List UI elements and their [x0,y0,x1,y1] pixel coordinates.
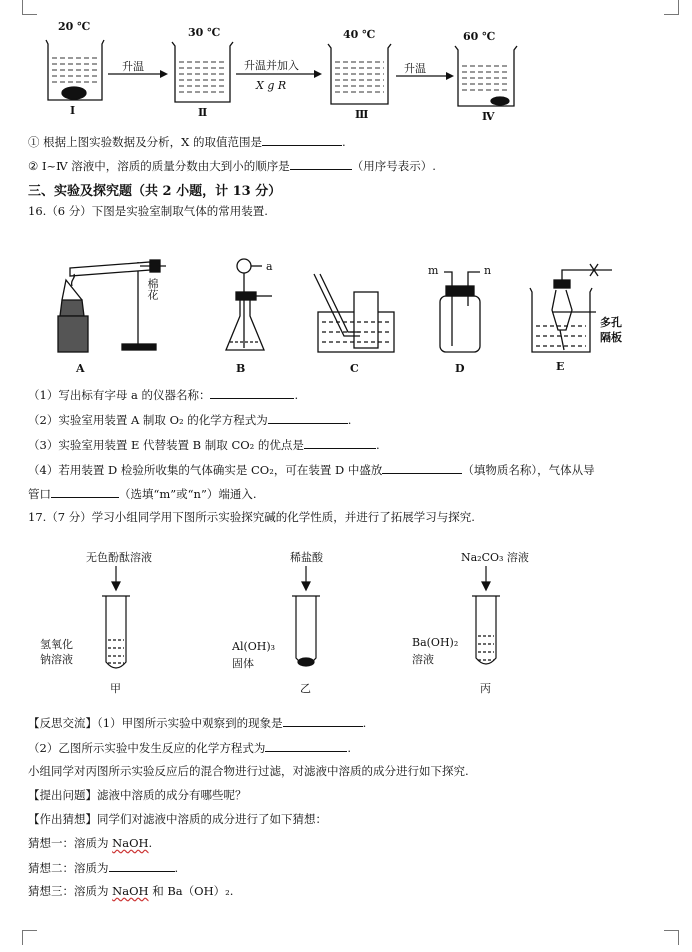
guess-3-end: 和 Ba（OH）₂. [148,884,234,898]
q16-stem: 16.（6 分）下图是实验室制取气体的常用装置. [28,204,268,218]
q17-question: 【提出问题】滤液中溶质的成分有哪些呢？ [28,788,247,802]
q17-guess-1 [28,836,152,851]
apparatus-drawing [0,240,692,400]
apparatus-label-a: A [76,362,85,375]
beaker-label-4: Ⅳ [482,110,495,123]
guess-2-end: . [174,861,179,875]
arrow-1-label: 升温 [122,60,144,73]
arrow-2-label-bottom: X g R [256,79,287,92]
answer-blank[interactable] [382,462,462,474]
q15-item-1 [28,134,346,150]
q16-q1-text: （1）写出标有字母 a 的仪器名称： [28,388,211,402]
apparatus-d [440,272,480,352]
tube3-reagent: Na₂CO₃ 溶液 [461,551,529,564]
q17-reflect-1-text: 【反思交流】（1）甲图所示实验中观察到的现象是 [28,716,283,730]
q16-q2-text: （2）实验室用装置 A 制取 O₂ 的化学方程式为 [28,413,268,427]
tube3-content-1: Ba(OH)₂ [412,636,459,649]
apparatus-label-e: E [556,360,565,373]
beaker-1 [46,40,104,100]
corner-mark-bottom-left [22,930,37,945]
q16-q4-text: （4）若用装置 D 检验所收集的气体确实是 CO₂，可在装置 D 中盛放 [28,463,383,477]
tube1-content-1: 氢氧化 [40,638,73,651]
q15-item-2-text: ② Ⅰ~Ⅳ 溶液中，溶质的质量分数由大到小的顺序是 [28,159,290,173]
q16-q1 [28,387,298,403]
beaker-temp-3: 40 ℃ [343,28,376,41]
answer-blank[interactable] [51,486,119,498]
guess-1-end: . [148,836,153,850]
beaker-temp-1: 20 ℃ [58,20,91,33]
q17-reflect-1-end: . [362,716,367,730]
tube-yi [292,566,320,666]
tube1-name: 甲 [110,682,121,695]
q16-q4-text-4: （选填“m”或“n”）端通入. [119,487,257,501]
tube1-reagent: 无色酚酞溶液 [86,551,152,564]
apparatus-c [314,274,394,352]
answer-blank[interactable] [262,134,342,146]
apparatus-label-c: C [350,362,359,375]
q15-item-1-end: . [342,135,346,149]
tube1-content-2: 钠溶液 [40,653,73,666]
label-n: n [484,264,492,277]
beaker-temp-4: 60 ℃ [463,30,496,43]
q17-reflect-2-text: （2）乙图所示实验中发生反应的化学方程式为 [28,741,266,755]
q17-reflect-1 [28,715,366,731]
apparatus-label-d: D [455,362,465,375]
tube2-content-1: Al(OH)₃ [232,640,276,653]
tube3-content-2: 溶液 [412,653,434,666]
q17-stem: 17.（7 分）学习小组同学用下图所示实验探究碱的化学性质，并进行了拓展学习与探究. [28,510,475,524]
q16-q3 [28,437,380,453]
answer-blank[interactable] [210,387,294,399]
answer-blank[interactable] [265,740,347,752]
q16-q4-text-3: 管口 [28,487,51,501]
label-a: a [266,260,273,273]
q17-filter: 小组同学对丙图所示实验反应后的混合物进行过滤，对滤液中溶质的成分进行如下探究. [28,764,469,778]
porous-label-2: 隔板 [600,331,622,344]
tube2-content-2: 固体 [232,657,254,670]
q17-reflect-2-end: . [347,741,351,755]
arrow-3-label: 升温 [404,62,426,75]
guess-3-formula: NaOH [112,884,149,898]
beaker-4 [455,46,517,106]
porous-label-1: 多孔 [600,316,622,329]
q16-q4-text-2: （填物质名称），气体从导 [462,463,595,477]
arrow-2-label-top: 升温并加入 [244,59,299,72]
tube2-name: 乙 [300,682,311,695]
solid-residue-small [491,97,509,105]
q16-q4 [28,462,595,478]
beaker-temp-2: 30 ℃ [188,26,221,39]
beaker-label-1: Ⅰ [70,104,76,117]
corner-mark-bottom-right [664,930,679,945]
beaker-label-3: Ⅲ [355,108,369,121]
beakers-drawing [0,0,692,130]
test-tubes-drawing [0,562,692,702]
answer-blank[interactable] [290,158,352,170]
beaker-2 [172,42,233,102]
q16-q4-cont [28,486,256,502]
guess-3-prefix: 猜想三：溶质为 [28,884,113,898]
q16-q2 [28,412,351,428]
beaker-3 [328,44,391,104]
section-3-title: 三、实验及探究题（共 2 小题，计 13 分） [28,184,282,199]
guess-1-prefix: 猜想一：溶质为 [28,836,113,850]
q15-item-2-end: （用序号表示）. [351,159,436,173]
answer-blank[interactable] [268,412,348,424]
q15-item-1-text: ① 根据上图实验数据及分析，X 的取值范围是 [28,135,262,149]
q16-q2-end: . [347,413,352,427]
guess-1-formula: NaOH [112,836,149,850]
q15-item-2 [28,158,436,174]
q16-q3-text: （3）实验室用装置 E 代替装置 B 制取 CO₂ 的优点是 [28,438,304,452]
cotton-label: 棉花 [146,278,159,300]
tube3-name: 丙 [480,682,491,695]
answer-blank[interactable] [283,715,363,727]
beaker-label-2: Ⅱ [198,106,208,119]
tube2-reagent: 稀盐酸 [290,551,323,564]
q17-reflect-2 [28,740,351,756]
q17-guess-3 [28,884,233,899]
tube-bing [472,566,500,664]
q16-q1-end: . [294,388,299,402]
answer-blank[interactable] [109,860,175,872]
apparatus-a [58,260,166,352]
label-m: m [428,264,439,277]
guess-2-text: 猜想二：溶质为 [28,861,109,875]
q17-hypothesis: 【作出猜想】同学们对滤液中溶质的成分进行了如下猜想： [28,812,327,826]
q16-q3-end: . [375,438,380,452]
tube-jia [102,566,130,668]
solid-residue [62,87,86,99]
apparatus-label-b: B [236,362,246,375]
answer-blank[interactable] [304,437,376,449]
q17-guess-2 [28,860,178,876]
